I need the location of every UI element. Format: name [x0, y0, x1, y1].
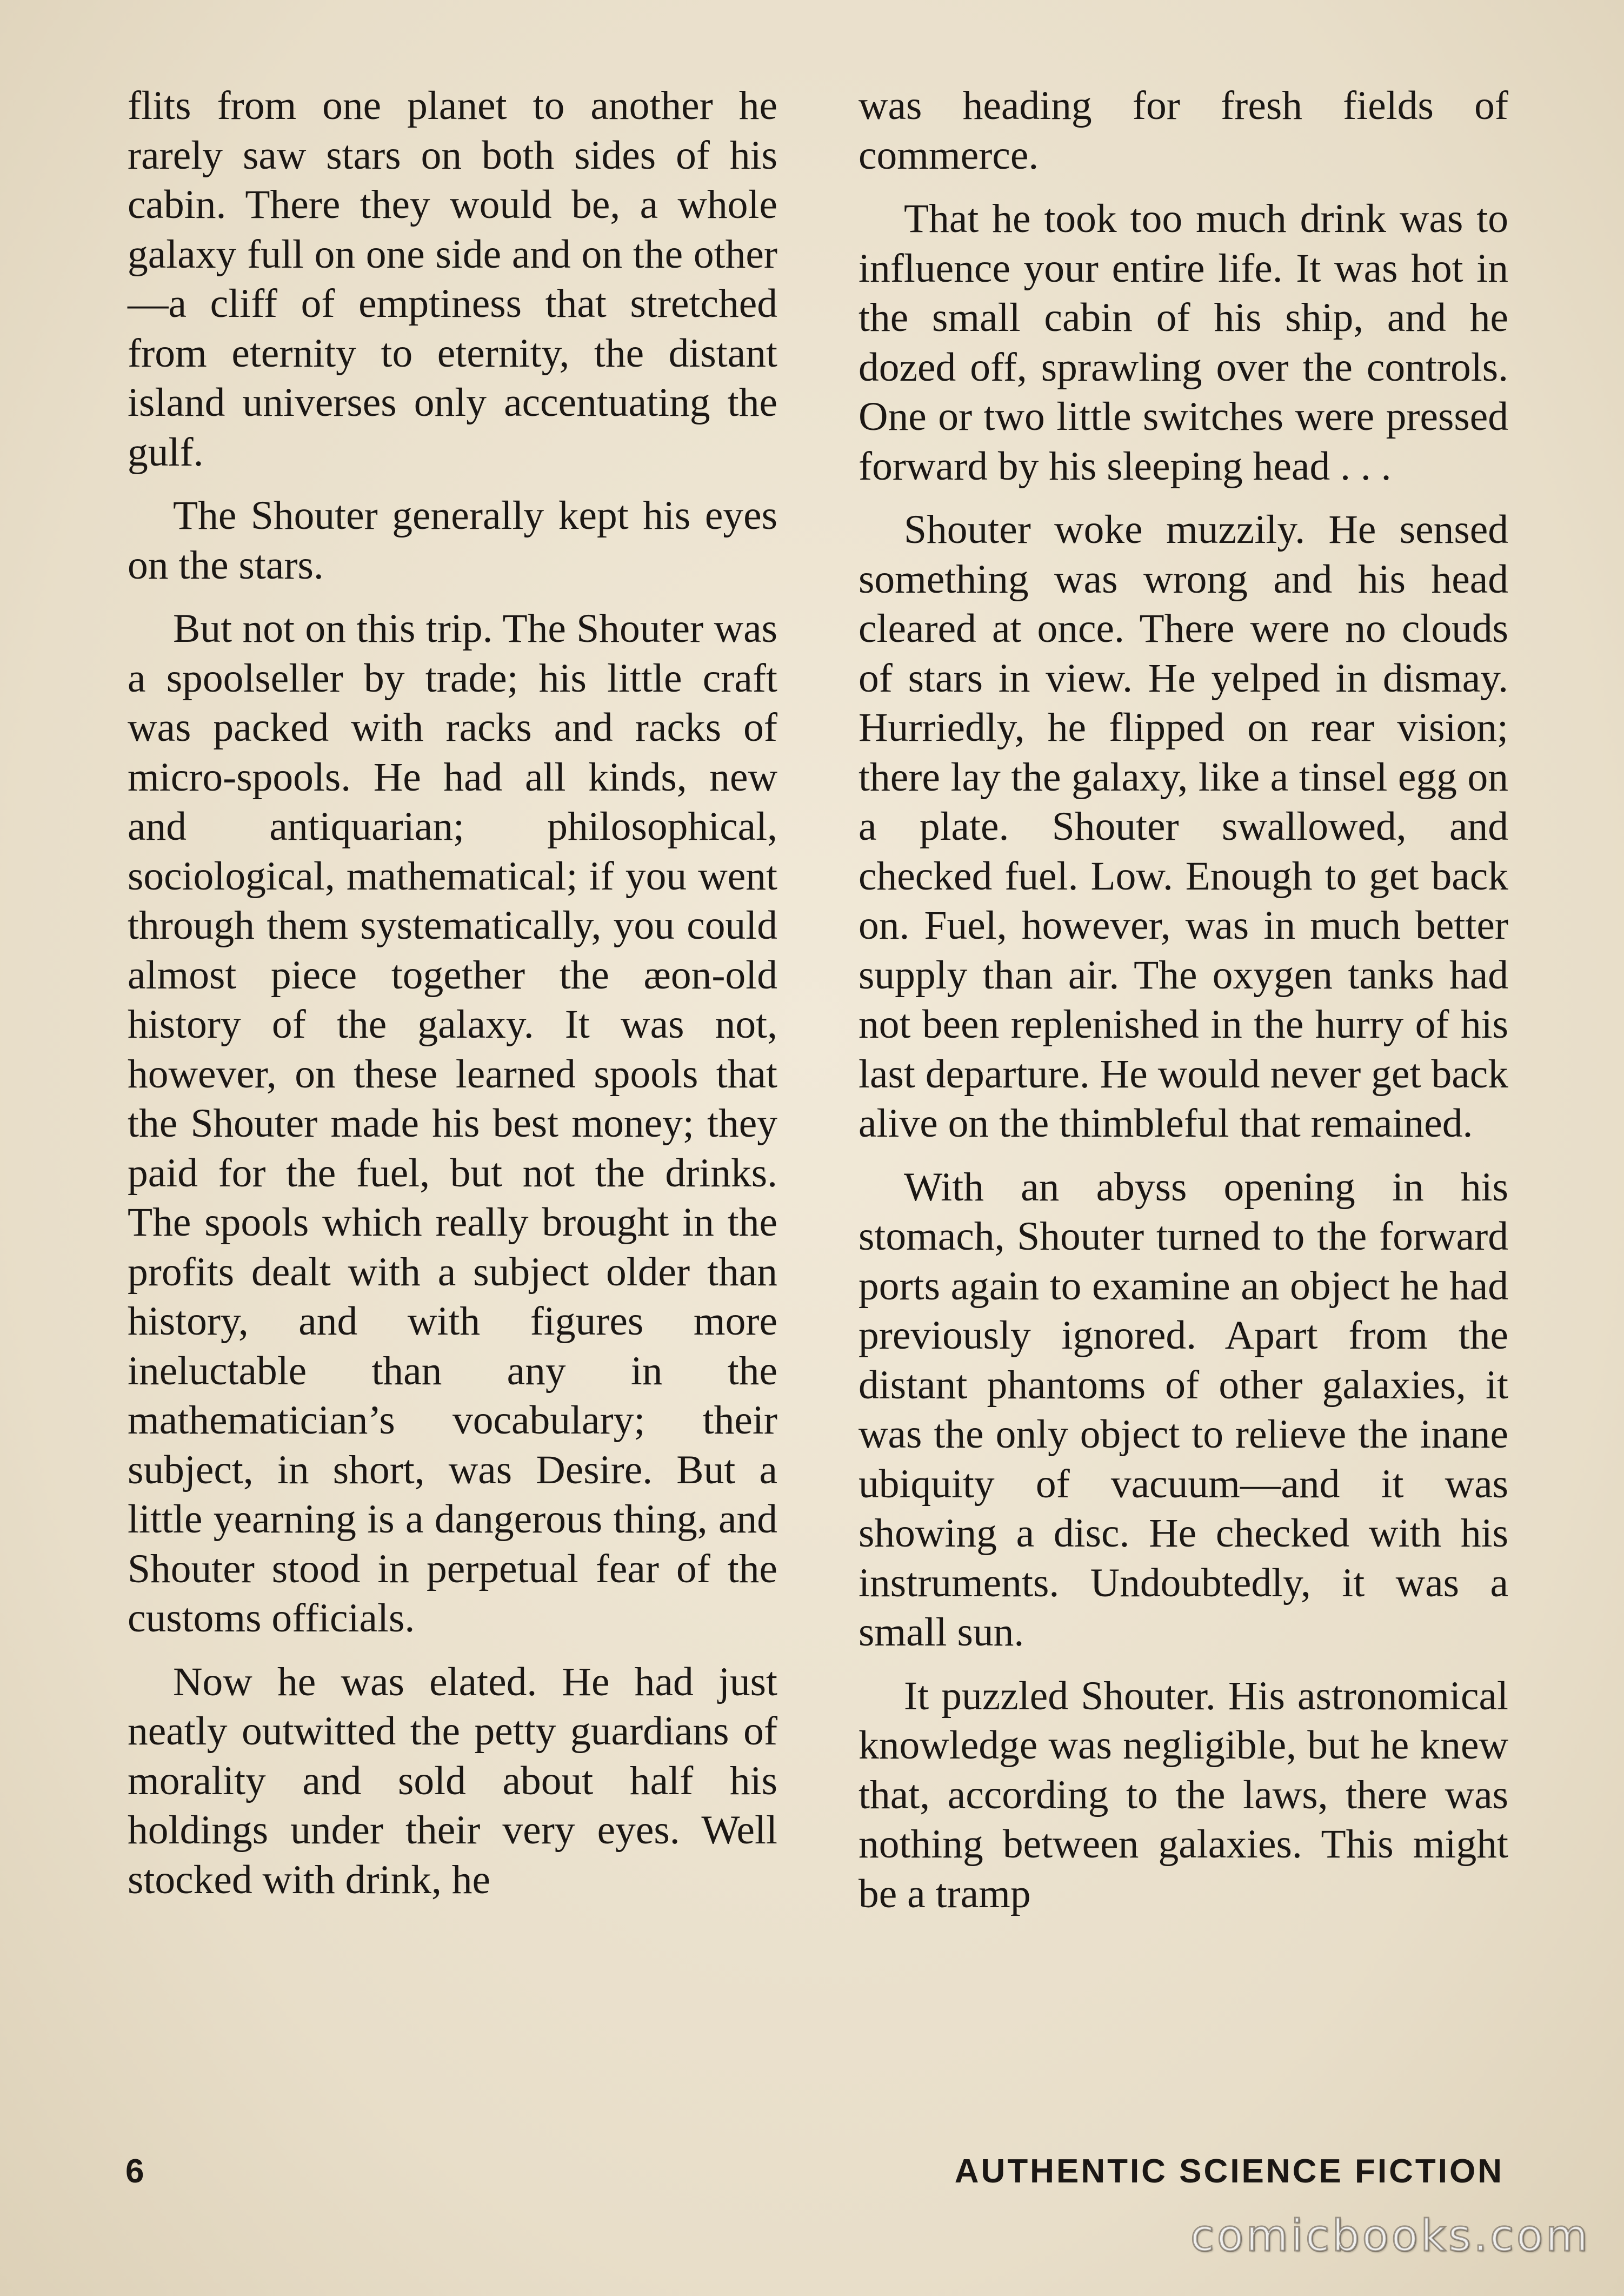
- left-column: [128, 81, 777, 1919]
- paragraph: Now he was elated. He had just neatly outwitted the petty guardians of morality and sold about half his holdings under their very eyes. Well stocked with drink, he: [128, 1659, 777, 1902]
- watermark: comicbooks.com: [1190, 2211, 1590, 2261]
- paragraph: With an abyss opening in his stomach, Shouter turned to the forward ports again to examine an object he had previously ignored. Apart from the distant phantoms of other galaxies, it was the only object to relieve the inane ubiquity of vacuum—and it was showing a disc. He checked with his instruments. Undoubtedly, it was a small sun.: [858, 1164, 1508, 1655]
- paragraph: Shouter woke muzzily. He sensed something was wrong and his head cleared at once. There were no clouds of stars in view. He yelped in dismay. Hurriedly, he flipped on rear vision; there lay the galaxy, like a tinsel egg on a plate. Shouter swallowed, and checked fuel. Low. Enough to get back on. Fuel, however, was in much better supply than air. The oxygen tanks had not been replenished in the hurry of his last departure. He would never get back alive on the thimbleful that remained.: [858, 507, 1508, 1146]
- paragraph: That he took too much drink was to influence your entire life. It was hot in the small cabin of his ship, and he dozed off, sprawling over the controls. One or two little switches were pressed forward by his sleeping head . . .: [858, 196, 1508, 489]
- paragraph: flits from one planet to another he rarely saw stars on both sides of his cabin. There they would be, a whole galaxy full on one side and on the other—a cliff of emptiness that stretched from eternity to eternity, the distant island universes only accentuating the gulf.: [128, 83, 777, 475]
- page-footer: [0, 2152, 1624, 2195]
- right-column: [858, 81, 1508, 1933]
- paragraph: was heading for fresh fields of commerce.: [858, 83, 1508, 178]
- paragraph: It puzzled Shouter. His astronomical knowledge was negligible, but he knew that, according to the laws, there was nothing between galaxies. This might be a tramp: [858, 1673, 1508, 1916]
- running-title: AUTHENTIC SCIENCE FICTION: [954, 2153, 1504, 2190]
- paragraph: But not on this trip. The Shouter was a spoolseller by trade; his little craft was packed with racks and racks of micro-spools. He had all kinds, new and antiquarian; philosophical, sociological, mathematical; if you went through them systematically, you could almost piece together the æon-old history of the galaxy. It was not, however, on these learned spools that the Shouter made his best money; they paid for the fuel, but not the drinks. The spools which really brought in the profits dealt with a subject older than history, and with figures more ineluctable than any in the mathematician’s vocabulary; their subject, in short, was Desire. But a little yearning is a dangerous thing, and Shouter stood in perpetual fear of the customs officials.: [128, 606, 777, 1641]
- paragraph: The Shouter generally kept his eyes on the stars.: [128, 493, 777, 588]
- page-number: 6: [125, 2153, 145, 2190]
